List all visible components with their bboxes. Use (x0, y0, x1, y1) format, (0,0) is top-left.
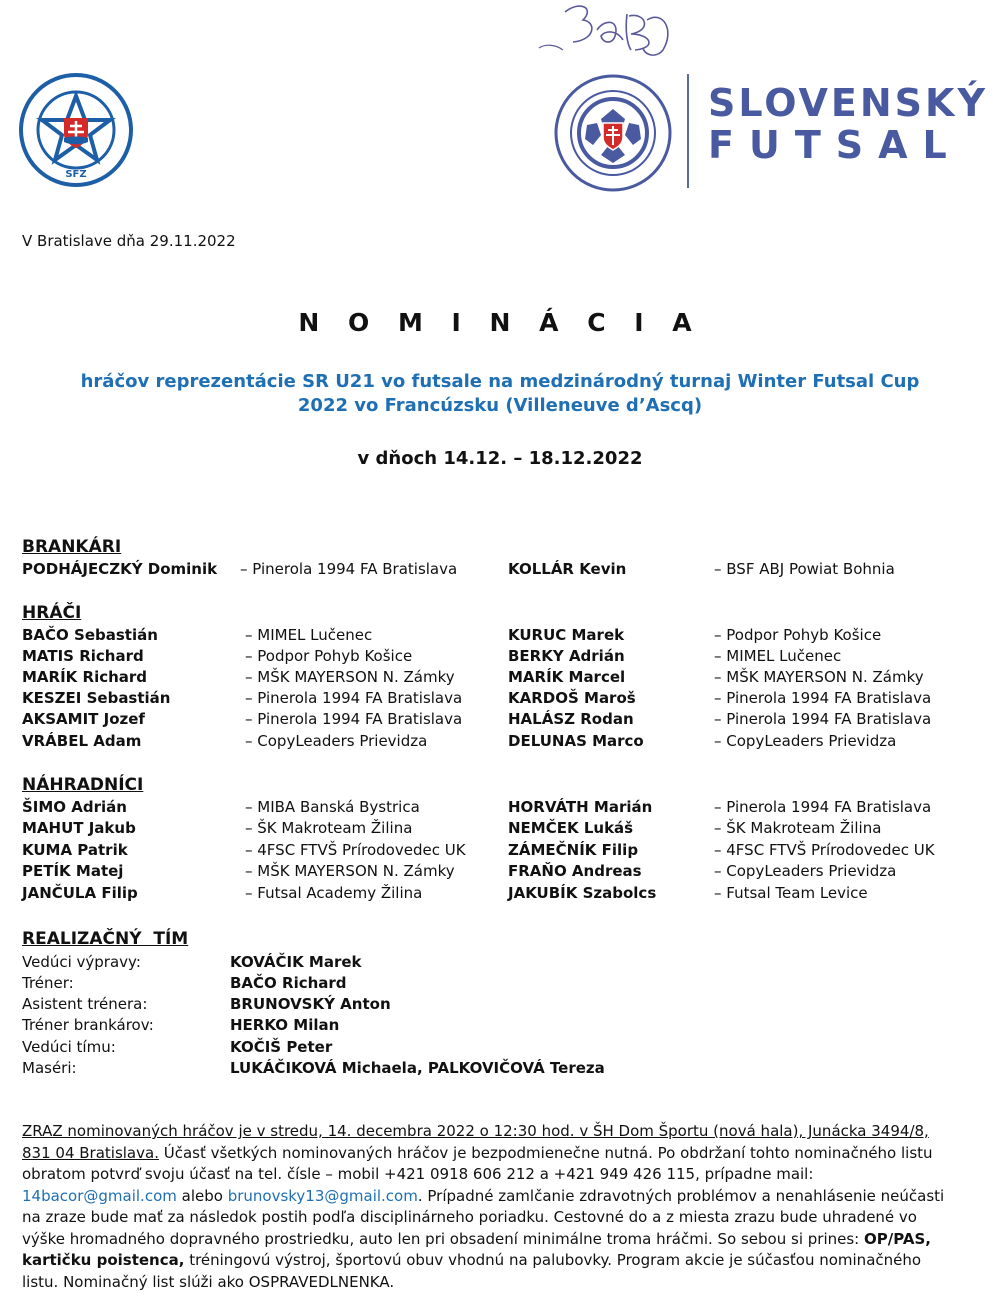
staff-name: BRUNOVSKÝ Anton (230, 995, 391, 1013)
instructions-text: alebo (176, 1186, 228, 1205)
player-name: KOLLÁR Kevin (508, 560, 627, 578)
player-name: FRAŇO Andreas (508, 862, 642, 880)
document-subtitle (0, 370, 1000, 418)
email-link-bacor[interactable]: 14bacor@gmail.com (22, 1186, 177, 1205)
section-heading-goalkeepers: BRANKÁRI (22, 537, 122, 557)
staff-role: Vedúci tímu: (22, 1038, 116, 1056)
subtitle-line-2: 2022 vo Francúzsku (Villeneuve d’Ascq) (297, 395, 703, 416)
staff-name: KOČIŠ Peter (230, 1038, 333, 1056)
club-name: – Futsal Team Levice (714, 884, 868, 902)
club-name: – MŠK MAYERSON N. Zámky (245, 862, 455, 880)
club-name: – CopyLeaders Prievidza (714, 732, 897, 750)
player-name: KESZEI Sebastián (22, 689, 171, 707)
player-name: JAKUBÍK Szabolcs (508, 884, 657, 902)
player-name: BERKY Adrián (508, 647, 625, 665)
player-name: BAČO Sebastián (22, 626, 158, 644)
player-name: ZÁMEČNÍK Filip (508, 841, 639, 859)
staff-role: Asistent trénera: (22, 995, 148, 1013)
instructions-text: tréningovú výstroj, športovú obuv vhodnú na palubovky. Program akcie je súčasťou nominačného listu. Nominačný list slúži ako OSPRAVEDLNENKA. (22, 1251, 922, 1291)
player-name: ŠIMO Adrián (22, 798, 127, 816)
club-name: – Pinerola 1994 FA Bratislava (240, 560, 458, 578)
brand-line-1: SLOVENSKÝ (708, 81, 989, 125)
brand-line-2: FUTSAL (708, 123, 962, 167)
futsal-logo (553, 73, 673, 193)
club-name: – MIBA Banská Bystrica (245, 798, 420, 816)
player-name: MARÍK Marcel (508, 668, 626, 686)
sfz-abbr-text: SFZ (65, 169, 87, 180)
club-name: – Pinerola 1994 FA Bratislava (245, 689, 463, 707)
sfz-logo (18, 72, 134, 188)
staff-name: KOVÁČIK Marek (230, 953, 362, 971)
player-name: MAHUT Jakub (22, 819, 136, 837)
player-name: KARDOŠ Maroš (508, 689, 636, 707)
player-name: PODHÁJECZKÝ Dominik (22, 560, 218, 578)
list-item (0, 710, 1000, 731)
club-name: – BSF ABJ Powiat Bohnia (714, 560, 895, 578)
document-title: N O M I N Á C I A (298, 308, 702, 337)
list-item (0, 862, 1000, 883)
club-name: – Podpor Pohyb Košice (245, 647, 413, 665)
instructions-paragraph (22, 1121, 952, 1293)
subtitle-line-1: hráčov reprezentácie SR U21 vo futsale na medzinárodný turnaj Winter Futsal Cup (80, 371, 920, 392)
player-name: KURUC Marek (508, 626, 625, 644)
handwritten-signature (535, 0, 680, 70)
event-dates: v dňoch 14.12. – 18.12.2022 (357, 448, 643, 469)
staff-role: Tréner: (22, 974, 74, 992)
club-name: – CopyLeaders Prievidza (245, 732, 428, 750)
staff-role: Tréner brankárov: (22, 1016, 154, 1034)
list-item (0, 732, 1000, 753)
list-item (0, 819, 1000, 840)
instructions-text: . Prípadné zamlčanie zdravotných problémov a nenahlásenie neúčasti na zraze bude mať za následok postih podľa disciplinárneho poriadku. Cestovné do a z miesta zrazu bude uhradené vo výške hromadného dopravného prostriedku, auto len pri obsadení minimálne troma hráčmi. So sebou si prines: (22, 1186, 945, 1248)
meeting-info: ZRAZ nominovaných hráčov je v stredu, 14. decembra 2022 o 12:30 hod. v ŠH Dom Športu (nová hala), Junácka 3494/8, 831 04 Bratislava. (22, 1122, 929, 1162)
staff-role: Maséri: (22, 1059, 77, 1077)
player-name: DELUNAS Marco (508, 732, 644, 750)
list-item (0, 668, 1000, 689)
staff-row (0, 974, 1000, 995)
club-name: – MIMEL Lučenec (245, 626, 373, 644)
staff-name: LUKÁČIKOVÁ Michaela, PALKOVIČOVÁ Tereza (230, 1059, 605, 1077)
player-name: AKSAMIT Jozef (22, 710, 145, 728)
player-name: HALÁSZ Rodan (508, 710, 634, 728)
club-name: – 4FSC FTVŠ Prírodovedec UK (245, 841, 466, 859)
club-name: – MIMEL Lučenec (714, 647, 842, 665)
player-name: JANČULA Filip (22, 884, 138, 902)
club-name: – CopyLeaders Prievidza (714, 862, 897, 880)
section-heading-players: HRÁČI (22, 603, 82, 623)
club-name: – Podpor Pohyb Košice (714, 626, 882, 644)
club-name: – Pinerola 1994 FA Bratislava (714, 689, 932, 707)
club-name: – MŠK MAYERSON N. Zámky (714, 668, 924, 686)
club-name: – Futsal Academy Žilina (245, 884, 423, 902)
player-name: KUMA Patrik (22, 841, 128, 859)
list-item (0, 884, 1000, 905)
player-name: VRÁBEL Adam (22, 732, 142, 750)
brand-wordmark (708, 82, 988, 166)
club-name: – MŠK MAYERSON N. Zámky (245, 668, 455, 686)
club-name: – 4FSC FTVŠ Prírodovedec UK (714, 841, 935, 859)
date-line: V Bratislave dňa 29.11.2022 (22, 232, 236, 250)
section-heading-substitutes: NÁHRADNÍCI (22, 775, 144, 795)
player-name: PETÍK Matej (22, 862, 124, 880)
club-name: – Pinerola 1994 FA Bratislava (245, 710, 463, 728)
staff-row (0, 1016, 1000, 1037)
club-name: – Pinerola 1994 FA Bratislava (714, 798, 932, 816)
player-name: MARÍK Richard (22, 668, 148, 686)
section-heading-staff: REALIZAČNÝ TÍM (22, 929, 189, 949)
staff-row (0, 953, 1000, 974)
club-name: – ŠK Makroteam Žilina (714, 819, 882, 837)
list-item (0, 560, 1000, 581)
instructions-text: Účasť všetkých nominovaných hráčov je bezpodmienečne nutná. Po obdržaní tohto nominačného listu obratom potvrď svoju účasť na tel. čísle – mobil +421 0918 606 212 a +421 949 426 115, prípadne mail: (22, 1143, 933, 1183)
list-item (0, 626, 1000, 647)
required-items: OP/PAS, kartičku poistenca, (22, 1229, 931, 1269)
staff-row (0, 995, 1000, 1016)
brand-divider (687, 74, 689, 188)
player-name: HORVÁTH Marián (508, 798, 653, 816)
list-item (0, 689, 1000, 710)
club-name: – ŠK Makroteam Žilina (245, 819, 413, 837)
staff-name: BAČO Richard (230, 974, 347, 992)
staff-name: HERKO Milan (230, 1016, 340, 1034)
email-link-brunovsky[interactable]: brunovsky13@gmail.com (227, 1186, 418, 1205)
list-item (0, 841, 1000, 862)
staff-row (0, 1059, 1000, 1080)
staff-row (0, 1038, 1000, 1059)
player-name: MATIS Richard (22, 647, 144, 665)
staff-role: Vedúci výpravy: (22, 953, 141, 971)
club-name: – Pinerola 1994 FA Bratislava (714, 710, 932, 728)
list-item (0, 647, 1000, 668)
list-item (0, 798, 1000, 819)
player-name: NEMČEK Lukáš (508, 819, 634, 837)
